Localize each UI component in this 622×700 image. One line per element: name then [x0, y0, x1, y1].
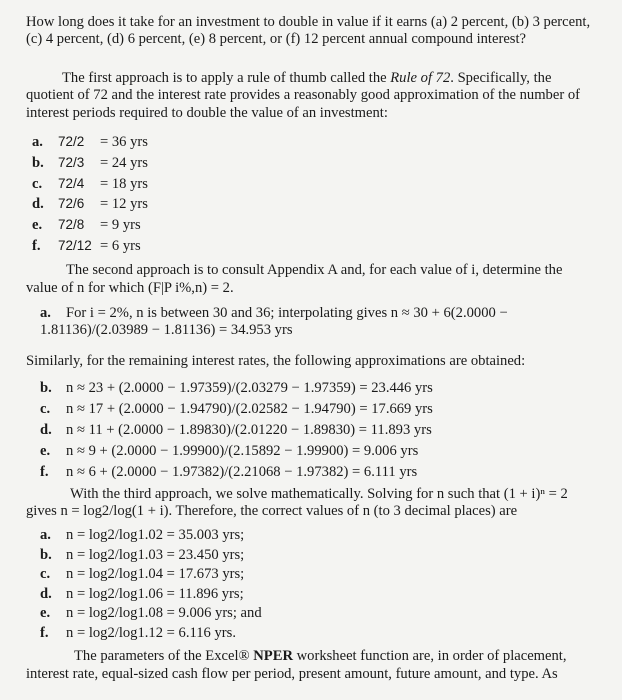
item-result: = 24 yrs: [100, 154, 148, 171]
item-text: n = log2/log1.02 = 35.003 yrs;: [66, 527, 245, 543]
list-item: [40, 464, 417, 481]
item-text: n = log2/log1.04 = 17.673 yrs;: [66, 566, 245, 583]
item-expr: 72/4: [58, 175, 85, 191]
approach3-intro-line1: With the third approach, we solve mathematically. Solving for n such that (1 + i)ⁿ = 2: [70, 486, 568, 502]
closing-line1: [26, 648, 596, 665]
approach2-intro-line2: value of n for which (F|P i%,n) = 2.: [26, 280, 234, 296]
item-text: n = log2/log1.06 = 11.896 yrs;: [66, 585, 244, 602]
item-label: e.: [40, 443, 51, 459]
approach1-intro: [26, 70, 596, 122]
list-item: [40, 401, 433, 418]
list-item: [40, 605, 262, 622]
item-text: n = log2/log1.12 = 6.116 yrs.: [66, 625, 236, 641]
item-result: = 9 yrs: [100, 217, 141, 234]
item-result: = 18 yrs: [100, 175, 148, 192]
list-item: [32, 216, 141, 234]
item-expr: 72/8: [58, 217, 85, 233]
item-expr: 72/12: [58, 238, 92, 253]
approach2-intro-line1: The second approach is to consult Appendix A and, for each value of i, determine the: [66, 262, 563, 278]
item-expr: 72/6: [58, 196, 85, 212]
list-item: [32, 237, 141, 255]
item-text: n ≈ 23 + (2.0000 − 1.97359)/(2.03279 − 1.97359) = 23.446 yrs: [66, 380, 433, 396]
item-label: b.: [40, 380, 52, 396]
rule-of-72-term: Rule of 72: [390, 70, 451, 86]
item-label: d.: [40, 585, 52, 602]
list-item: [40, 380, 433, 397]
list-item: [32, 175, 148, 193]
item-label: f.: [40, 464, 49, 480]
item-label: c.: [32, 175, 43, 192]
item-text: n = log2/log1.08 = 9.006 yrs; and: [66, 605, 262, 622]
list-item: [40, 422, 432, 439]
approach1-intro-b: . Specifically, the quotient of 72 and the interest rate provides a reasonably good approximation of the number of interest periods required to double the value of an investment:: [26, 70, 580, 121]
closing-part2: worksheet function are, in order of placement,: [292, 648, 567, 664]
item-result: = 6 yrs: [100, 238, 141, 254]
list-item: [40, 527, 244, 544]
list-item: [40, 566, 244, 583]
item-label: b.: [40, 546, 52, 563]
item-result: = 12 yrs: [100, 196, 148, 213]
list-item: [40, 443, 418, 460]
item-label: f.: [40, 625, 49, 641]
approach3-intro-line2: gives n = log2/log(1 + i). Therefore, the correct values of n (to 3 decimal places) are: [26, 503, 518, 519]
item-result: = 36 yrs: [100, 134, 148, 150]
item-expr: 72/3: [58, 154, 85, 170]
item-label: b.: [32, 154, 44, 171]
nper-function-name: NPER: [253, 648, 293, 664]
closing-part1: The parameters of the Excel®: [74, 648, 254, 664]
item-text: n = log2/log1.03 = 23.450 yrs;: [66, 546, 245, 563]
item-label: e.: [32, 217, 43, 234]
list-item: [40, 586, 244, 603]
approach2-item-a-line2: 1.81136)/(2.03989 − 1.81136) = 34.953 yrs: [40, 322, 293, 338]
list-item: [32, 195, 148, 213]
item-label: a.: [32, 134, 43, 150]
list-item: [32, 133, 148, 151]
list-item: [32, 154, 148, 172]
item-label: d.: [32, 196, 44, 213]
similarly-text: Similarly, for the remaining interest rates, the following approximations are obtained:: [26, 353, 526, 369]
closing-line2: interest rate, equal-sized cash flow per period, present amount, future amount, and type. As: [26, 666, 558, 682]
item-expr: 72/2: [58, 134, 85, 149]
item-text: n ≈ 9 + (2.0000 − 1.99900)/(2.15892 − 1.99900) = 9.006 yrs: [66, 443, 419, 459]
item-label: a.: [40, 305, 51, 321]
item-text: n ≈ 11 + (2.0000 − 1.89830)/(2.01220 − 1.89830) = 11.893 yrs: [66, 422, 432, 438]
list-item: [40, 625, 236, 642]
item-label: f.: [32, 238, 41, 254]
question-text: How long does it take for an investment to double in value if it earns (a) 2 percent, (b) 3 percent, (c) 4 percent, (d) 6 percent, (e) 8 percent, or (f) 12 percent annual compound interest?: [26, 14, 591, 48]
item-label: c.: [40, 401, 51, 417]
item-label: a.: [40, 527, 51, 543]
item-text: n ≈ 17 + (2.0000 − 1.94790)/(2.02582 − 1.94790) = 17.669 yrs: [66, 401, 433, 417]
list-item: [40, 547, 244, 564]
item-label: c.: [40, 566, 51, 583]
approach1-intro-a: The first approach is to apply a rule of thumb called the: [62, 70, 387, 86]
item-text: For i = 2%, n is between 30 and 36; interpolating gives n ≈ 30 + 6(2.0000 −: [66, 305, 508, 321]
approach2-item-a-line1: [40, 305, 508, 322]
item-label: e.: [40, 605, 51, 622]
item-label: d.: [40, 422, 52, 438]
item-text: n ≈ 6 + (2.0000 − 1.97382)/(2.21068 − 1.97382) = 6.111 yrs: [66, 464, 418, 480]
